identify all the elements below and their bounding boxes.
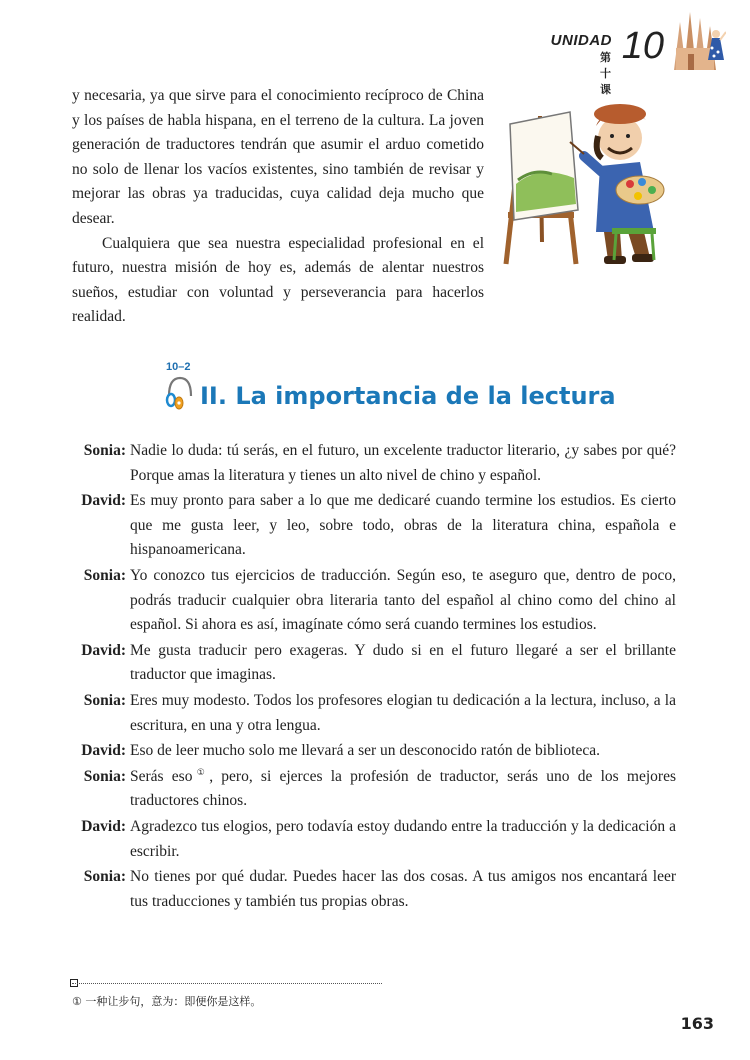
dialogue-line [70, 564, 676, 638]
speaker-name: David: [81, 641, 126, 659]
speaker-name: Sonia: [83, 442, 126, 459]
intro-paragraph-2: Cualquiera que sea nuestra especialidad profesional en el futuro, nuestra misión de hoy es, además de alentar nuestros sueños, estudiar con voluntad y perseverancia para hacerlos realidad. [72, 234, 484, 326]
dialogue [70, 439, 676, 915]
speech-text: Es muy pronto para saber a lo que me dedicaré cuando termine los estudios. Es cierto que me gusta leer, y leo, sobre todo, obras de la literatura china, española e hispanoamericana. [130, 492, 676, 559]
dialogue-line [70, 765, 676, 814]
audio-track-number: 10–2 [166, 361, 191, 373]
dialogue-line [70, 815, 676, 864]
speech-text: Eres muy modesto. Todos los profesores elogian tu dedicación a la lectura, incluso, a la escritura, en una y otra lengua. [130, 691, 676, 734]
painter-at-easel-illustration [500, 92, 670, 268]
speaker-name: Sonia: [83, 566, 126, 584]
speech-text: Agradezco tus elogios, pero todavía estoy dudando entre la traducción y la dedicación a escribir. [130, 817, 676, 860]
unit-label: UNIDAD [550, 32, 612, 49]
dialogue-line [70, 865, 676, 914]
dialogue-line [70, 739, 676, 764]
dialogue-line [70, 489, 676, 563]
footnote-reference[interactable]: ① [192, 767, 210, 778]
intro-paragraph-1: y necesaria, ya que sirve para el conocimiento recíproco de China y los países de habla hispana, en el terreno de la cultura. La joven generación de traductores tendrán que asumir el arduo cometido no solo de llenar los vacíos existentes, sino también de revisar y mejorar las obras ya traducidas, cuya calidad deja mucho que desear. [72, 87, 484, 227]
speaker-name: Sonia: [83, 868, 126, 886]
speaker-name: David: [81, 742, 126, 760]
speech-text [130, 765, 676, 814]
dialogue-line [70, 639, 676, 688]
speaker-name: David: [81, 817, 126, 835]
unit-number: 10 [621, 25, 664, 67]
speech-text: Me gusta traducir pero exageras. Y dudo si en el futuro llegaré a ser el brillante traductor que imaginas. [130, 641, 676, 684]
speaker-name: Sonia: [83, 767, 126, 785]
intro-text [72, 84, 484, 330]
dialogue-line [70, 689, 676, 738]
footnote: ① 一种让步句，意为：即便你是这样。 [72, 995, 262, 1008]
speech-text: Nadie lo duda: tú serás, en el futuro, un excelente traductor literario, ¿y sabes por qué? Porque amas la literatura y tienes un alto nivel de chino y español. [130, 442, 676, 484]
speaker-name: Sonia: [83, 691, 126, 709]
footnote-divider [72, 983, 382, 984]
speaker-name: David: [81, 492, 126, 510]
speech-text: Eso de leer mucho solo me llevará a ser un desconocido ratón de biblioteca. [130, 742, 601, 760]
speech-text-after-ref: , pero, si ejerces la profesión de traductor, serás uno de los mejores traductores chinos. [130, 767, 676, 810]
dialogue-line [70, 439, 676, 488]
speech-text: No tienes por qué dudar. Puedes hacer las dos cosas. A tus amigos nos encantará leer tus traducciones y también tus propias obras. [130, 868, 676, 910]
page-number: 163 [680, 1014, 714, 1033]
sagrada-familia-dancer-illustration [666, 8, 726, 72]
speech-text: Yo conozco tus ejercicios de traducción. Según eso, te aseguro que, dentro de poco, podrás traducir cualquier obra literaria tanto del español al chino como del chino al español. Si ahora es así, imagínate cómo será cuando termines los estudios. [130, 566, 676, 634]
lesson-label-chinese: 第十课 [600, 51, 611, 96]
speech-text-before-ref: Serás eso [130, 767, 193, 785]
headphones-icon [164, 374, 196, 410]
section-title: II. La importancia de la lectura [200, 382, 616, 410]
